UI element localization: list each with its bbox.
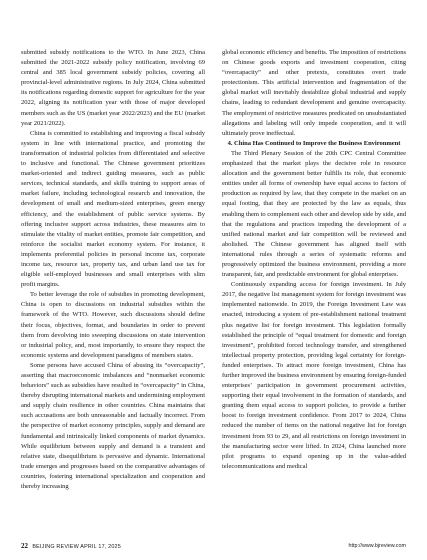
footer-left xyxy=(21,539,121,554)
left-text-column xyxy=(21,48,205,536)
paragraph: global economic efficiency and benefits. The imposition of restrictions on Chinese goods exports and investment cooperation, citing “overcapacity” and other pretexts, constitutes overt trade protectionism. This artificial intervention and fragmentation of the global market will inevitably destabilize global industrial and supply chains, leading to redundant development and genuine overcapacity. The employment of restrictive measures predicated on unsubstantiated allegations and labeling will only impede cooperation, and it will ultimately prove ineffectual. xyxy=(222,49,406,137)
page-number: 22 xyxy=(21,542,28,550)
paragraph: Some persons have accused China of abusing its “overcapacity”, asserting that macroeconomic imbalances and “nonmarket economic behaviors” such as subsidies have resulted in “overcapacity” in China, thereby disrupting international markets and undermining employment and supply chain resilience in other countries. China maintains that such accusations are both unreasonable and factually incorrect. From the perspective of market economy principles, supply and demand are fundamental and intrinsically linked components of market dynamics. While equilibrium between supply and demand is a transient and relative state, disequilibrium is pervasive and dynamic. International trade emerges and progresses based on the comparative advantages of countries, fostering international specialization and cooperation and thereby increasing xyxy=(21,361,205,491)
page-footer xyxy=(0,539,427,553)
paragraph: To better leverage the role of subsidies in promoting development, China is open to discussions on industrial subsidies within the framework of the WTO. However, such discussions should define their focus, objectives, format, and boundaries in order to prevent them from devolving into sweeping discussions on state intervention or industrial policy, and, most importantly, to ensure they respect the economic systems and development paradigms of members states. xyxy=(21,291,205,359)
right-text-column xyxy=(222,48,406,536)
section-heading: 4. China Has Continued to Improve the Business Environment xyxy=(227,139,401,147)
paragraph: submitted subsidy notifications to the WTO. In June 2023, China submitted the 2021-2022 subsidy policy notification, involving 69 central and 385 local government subsidy policies, covering all provincial-level administrative regions. In July 2024, China submitted its notifications regarding domestic support for agriculture for the year 2022, aligning its notification year with those of major developed members such as the US (market year 2022/2023) and the EU (market year 2021/2022). xyxy=(21,49,205,127)
paragraph: The Third Plenary Session of the 20th CPC Central Committee emphasized that the market plays the decisive role in resource allocation and the government better fulfills its role, that economic entities under all forms of ownership have equal access to factors of production as required by law, that they compete in the market on an equal footing, that they are protected by the law as equals, thus enabling them to complement each other and develop side by side, and that the regulations and practices impeding the development of a unified national market and fair competition will be reviewed and abolished. The Chinese government has aligned itself with international rules through a series of systematic reforms and progressively optimized the business environment, providing a more transparent, fair, and predictable environment for global enterprises. xyxy=(222,149,406,279)
paragraph: Continuously expanding access for foreign investment. In July 2017, the negative list management system for foreign investment was implemented nationwide. In 2019, the Foreign Investment Law was enacted, introducing a system of pre-establishment national treatment plus negative list for foreign investment. This legislation formally established the principle of “equal treatment for domestic and foreign investment”, prohibited forced technology transfer, and strengthened intellectual property protection, providing legal certainty for foreign-funded enterprises. To attract more foreign investment, China has further improved the business environment by ensuring foreign-funded enterprises’ participation in government procurement activities, supporting their equal involvement in the formation of standards, and granting them equal access to support policies, to provide a further boost to foreign investment confidence. From 2017 to 2024, China reduced the number of items on the national negative list for foreign investment from 93 to 29, and all restrictions on foreign investment in the manufacturing sector were lifted. In 2024, China launched more pilot programs to expand opening up in the value-added telecommunications and medical xyxy=(222,281,406,470)
publication-line: BEIJING REVIEW APRIL 17, 2025 xyxy=(32,544,121,550)
website-url[interactable]: http://www.bjreview.com xyxy=(348,543,406,549)
paragraph: China is committed to establishing and improving a fiscal subsidy system in line with international practice, and promoting the transformation of industrial policies from differentiated and selective to inclusive and functional. The Chinese government prioritizes market-oriented and indirect guiding measures, such as public services, technical standards, and skills training to support areas of market failure, including technological research and innovation, the development of small and medium-sized enterprises, green energy efficiency, and the establishment of public service systems. By offering inclusive support across industries, these measures aim to stimulate the vitality of market entities, promote fair competition, and reinforce the socialist market economy system. For instance, it implements preferential policies in personal income tax, corporate income tax, resource tax, property tax, and urban land use tax for eligible self-employed businesses and small enterprises with slim profit margins. xyxy=(21,129,205,289)
